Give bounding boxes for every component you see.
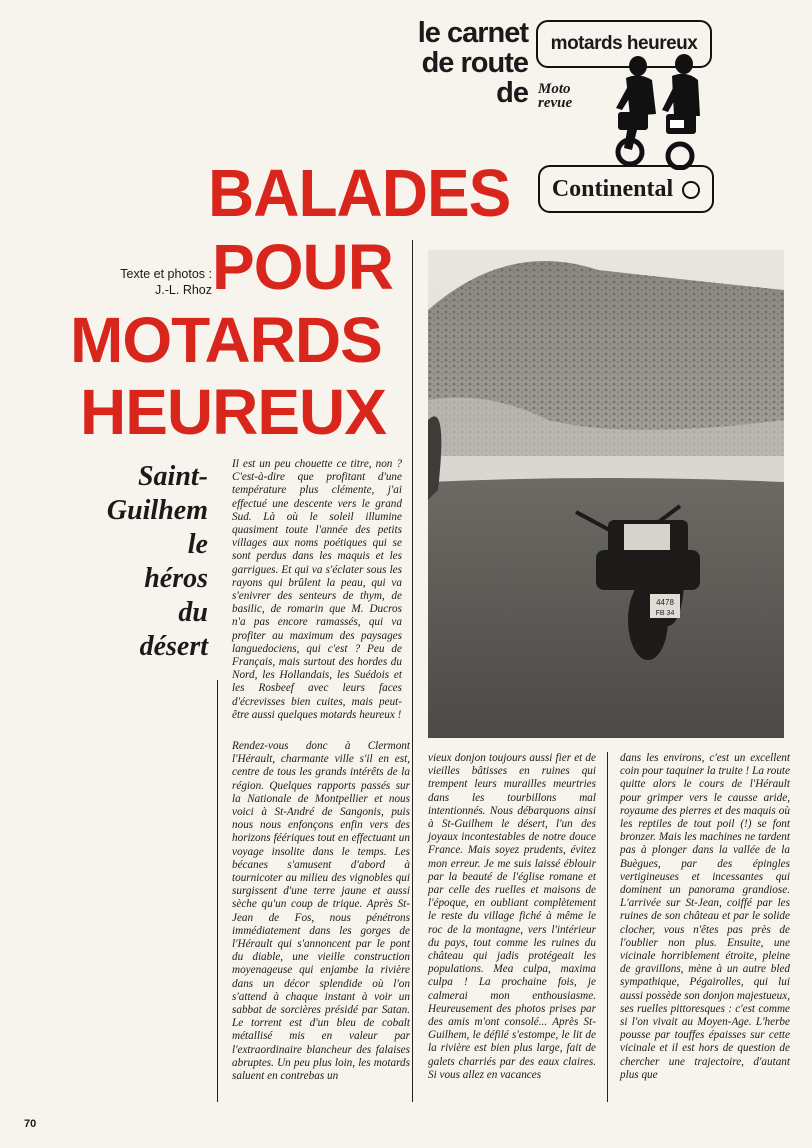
moto-revue-logo-line: Moto <box>538 81 571 97</box>
credit-label: Texte et photos : <box>120 267 212 281</box>
column-rule <box>217 680 218 1102</box>
article-column: Il est un peu chouette ce titre, non ? C'est-à-dire que profitant d'une température plus clémente, j'ai effectué une descente vers le grand Sud. Là où le soleil illumine quasiment toute l'année des petits villages aux noms poétiques qui se sont perdus dans les maquis et les garrigues. Et qui va s'éclater sous les rayons qui brûlent la peau, qui va s'enivrer des senteurs de thym, de basilic, de romarin que M. Ducros n'a pas encore ramassés, qui va profiter au maximum des paysages languedociens, qui c'est ? Peu de Français, mais surtout des hordes du Nord, les Hollandais, les Suédois et les Rosbeef avec leurs faces d'écrevisses bien cuites, mais peut-être aussi quelques motards heureux ! <box>232 458 402 721</box>
continental-badge <box>538 165 714 213</box>
moto-revue-logo-line: revue <box>538 95 573 111</box>
motards-heureux-badge: motards heureux <box>536 20 712 68</box>
headline-line: POUR <box>212 231 393 303</box>
series-title-line: le carnet <box>417 17 528 49</box>
credit-name: J.-L. Rhoz <box>155 283 212 297</box>
series-title-line: de <box>496 77 528 109</box>
moto-revue-logo <box>538 82 586 110</box>
subtitle-line: héros <box>144 563 208 594</box>
continental-horse-icon <box>682 181 700 199</box>
continental-logo-text: Continental <box>551 176 674 202</box>
license-plate-text: FB 34 <box>655 610 675 617</box>
subtitle-line: Guilhem <box>106 495 208 526</box>
article-column: dans les environs, c'est un excellent coin pour taquiner la truite ! La route quitte alors le cours de l'Hérault pour grimper vers le causse aride, royaume des pierres et des maquis où les reptiles de tout poil (!) se font bronzer. Mais les machines ne tardent pas à plonger dans la vallée de la Buègues, par des épingles vertigineuses et incessantes qui dominent un panorama grandiose. L'arrivée sur St-Jean, coiffé par les ruines de son château et par le solide clocher, vous n'êtes pas près de l'oublier non plus. Ensuite, une vicinale horriblement étroite, pleine de gravillons, mène à un autre bled sympathique, Pégairolles, qui lui aussi possède son donjon majestueux, ses ruelles pittoresques : c'est comme si l'on vivait au Moyen-Age. L'herbe pousse par touffes épaisses sur cette vicinale et il est hors de question de chercher une trajectoire, d'autant plus que <box>620 752 790 1081</box>
headline-line: MOTARDS <box>70 304 382 376</box>
column-rule <box>607 752 608 1102</box>
motorcycle-landscape-photo <box>428 250 784 738</box>
series-title-line: de route <box>421 47 528 79</box>
headline-line: HEUREUX <box>80 376 386 448</box>
motorcyclists-illustration <box>568 52 708 170</box>
column-rule <box>412 240 413 1102</box>
license-plate-text: 4478 <box>656 598 674 607</box>
page-number: 70 <box>24 1118 37 1130</box>
series-title <box>388 18 528 108</box>
subtitle-line: Saint- <box>137 461 208 492</box>
subtitle-line: désert <box>139 631 208 662</box>
subtitle-line: le <box>187 529 208 560</box>
headline-line: BALADES <box>208 154 511 231</box>
article-column: Rendez-vous donc à Clermont l'Hérault, charmante ville s'il en est, centre de tous les grands intérêts de la région. Quelques rapports passés sur la Nationale de Montpellier et nous voici à St-André de Sangonis, puis nous nous enfonçons enfin vers des horizons féériques tout en effectuant un voyage insolite dans le temps. Les bécanes s'amusent d'abord à tournicoter au milieu des vignobles qui surgissent d'une terre jaune et aussi sèche qu'un coup de trique. Après St-Jean de Fos, nous pénétrons immédiatement dans les gorges de l'Hérault qui s'annoncent par le pont du diable, une vieille construction moyenageuse qui enjambe la rivière dans un décor splendide où l'on s'attend à chaque instant à voir un sabbat de sorcières présidé par Satan. Le torrent est d'un bleu de cobalt métallisé mis en valeur par l'extraordinaire blancheur des falaises abruptes. Un peu plus loin, les motards saluent en contrebas un <box>232 740 410 1083</box>
author-credit <box>70 266 212 298</box>
subtitle-line: du <box>178 597 208 628</box>
article-column: vieux donjon toujours aussi fier et de vieilles bâtisses en ruines qui trempent leurs murailles meurtries dans les tourbillons mal intentionnés. Nous débarquons ainsi à St-Guilhem le désert, l'un des joyaux incontestables de notre douce France. Mais soyez prudents, évitez mon erreur. Je me suis laissé éblouir par la beauté de l'église romane et par celle des ruelles et maisons de l'époque, en oubliant complètement le reste du village fiché à même le roc de la montagne, vers l'intérieur du pays, tout comme les ruines du château qui jadis protégeait les populations. Mea culpa, maxima culpa ! La prochaine fois, je calmerai mon enthousiasme. Heureusement des photos prises par des amis m'ont consolé... Après St-Guilhem, le défilé s'estompe, le lit de la rivière est bien plus large, fait de galets charriés par des eaux claires. Si vous allez en vacances <box>428 752 596 1081</box>
subtitle <box>70 460 208 664</box>
